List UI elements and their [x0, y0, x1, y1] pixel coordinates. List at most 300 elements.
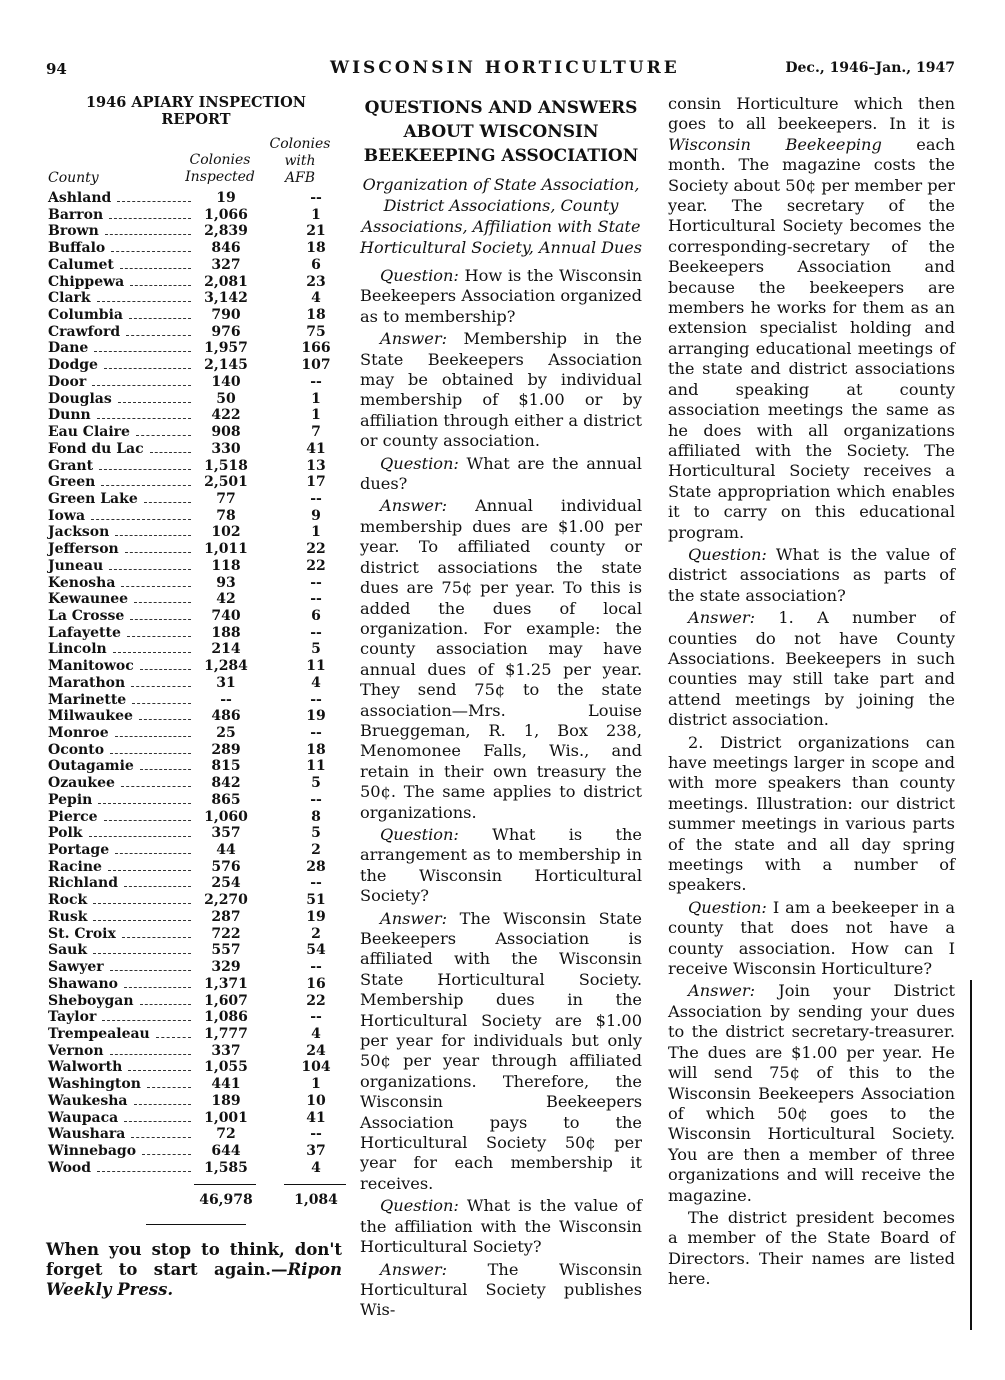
county-name: Waushara: [48, 1126, 126, 1143]
leader-dots: [139, 719, 191, 720]
table-row: [46, 424, 346, 441]
colonies-inspected: 1,284: [204, 658, 248, 675]
colonies-afb: 2: [311, 925, 321, 942]
colonies-inspected: 77: [216, 490, 236, 507]
table-row: [46, 290, 346, 307]
colonies-inspected: 1,585: [204, 1159, 248, 1176]
table-row: [46, 458, 346, 475]
colonies-inspected: --: [220, 691, 232, 708]
colonies-afb: 51: [306, 892, 326, 909]
leader-dots: [93, 953, 191, 954]
table-row: [46, 1143, 346, 1160]
colonies-afb: 11: [306, 758, 326, 775]
leader-dots: [124, 987, 191, 988]
table-row: [46, 1110, 346, 1127]
colonies-inspected: 1,055: [204, 1059, 248, 1076]
colonies-afb: --: [310, 624, 322, 641]
colonies-afb: --: [310, 725, 322, 741]
colonies-afb: 7: [311, 424, 321, 441]
header-afb: Colonies with AFB: [269, 136, 331, 186]
county-name: Pierce: [48, 808, 98, 825]
colonies-inspected: 78: [216, 507, 236, 524]
county-name: St. Croix: [48, 925, 116, 942]
county-name: Kenosha: [48, 574, 116, 591]
colonies-inspected: 102: [211, 524, 241, 541]
colonies-inspected: 1,957: [204, 340, 248, 357]
table-row: [46, 257, 346, 274]
table-row: [46, 742, 346, 759]
leader-dots: [131, 686, 191, 687]
leader-dots: [130, 285, 191, 286]
table-row: [46, 374, 346, 391]
county-name: Milwaukee: [48, 708, 133, 725]
leader-dots: [108, 870, 191, 871]
table-row: [46, 324, 346, 341]
table-row: [46, 775, 346, 792]
colonies-inspected: 576: [211, 858, 241, 875]
colonies-inspected: 44: [216, 842, 236, 859]
paragraph: 2. District organizations can have meetings larger in scope and with more speakers than county meetings. Illustration: our district summer meetings in various parts of the state and all day spring meetings with a number of speakers.: [668, 732, 955, 895]
county-name: Walworth: [48, 1059, 123, 1076]
colonies-afb: 6: [311, 256, 321, 273]
county-name: Iowa: [48, 507, 86, 524]
leader-dots: [109, 569, 191, 570]
paragraph: Question: What is the value of the affiliation with the Wisconsin Horticultural Society?: [360, 1196, 642, 1257]
paragraph: Answer: The Wisconsin Horticultural Society publishes Wis-: [360, 1259, 642, 1320]
colonies-inspected: 846: [211, 240, 241, 257]
paragraph: Question: How is the Wisconsin Beekeepers Association organized as to membership?: [360, 266, 642, 326]
colonies-inspected: 287: [211, 908, 241, 925]
colonies-afb: --: [310, 691, 322, 708]
table-row: [46, 474, 346, 491]
colonies-afb: 1: [311, 1076, 321, 1093]
colonies-afb: 75: [306, 323, 326, 340]
paragraph: Question: I am a beekeeper in a county that does not have a county association. How can I receive Wisconsin Horticulture?: [668, 897, 955, 979]
leader-dots: [97, 1171, 191, 1172]
colonies-inspected: 2,081: [204, 273, 248, 290]
leader-dots: [129, 318, 191, 319]
colonies-afb: 24: [306, 1042, 326, 1059]
filler-quote: When you stop to think, don't forget to start again.—Ripon Weekly Press.: [46, 1240, 342, 1299]
leader-dots: [126, 335, 191, 336]
table-row: [46, 909, 346, 926]
colonies-afb: 6: [311, 607, 321, 624]
table-row: [46, 675, 346, 692]
colonies-afb: 17: [306, 474, 326, 491]
leader-dots: [131, 1137, 191, 1138]
leader-dots: [121, 586, 191, 587]
colonies-inspected: 2,501: [204, 474, 248, 491]
leader-dots: [110, 753, 191, 754]
colonies-afb: 2: [311, 842, 321, 859]
table-row: [46, 391, 346, 408]
colonies-inspected: 1,066: [204, 206, 248, 223]
colonies-inspected: 842: [211, 775, 241, 792]
colonies-afb: 4: [311, 674, 321, 691]
county-name: Richland: [48, 875, 119, 892]
colonies-afb: --: [310, 490, 322, 507]
leader-dots: [98, 803, 191, 804]
colonies-afb: 28: [306, 858, 326, 875]
page-edge-line: [970, 980, 972, 1330]
colonies-afb: 5: [311, 641, 321, 658]
leader-dots: [124, 1121, 191, 1122]
county-name: Columbia: [48, 307, 123, 324]
county-name: Door: [48, 373, 87, 390]
paragraph: consin Horticulture which then goes to all beekeepers. In it is Wisconsin Beekeeping each month. The magazine costs the Society about 50¢ per member per year. The secretary of the Horticultural Society becomes the corresponding-secretary of the Beekeepers Association and because the beekeepers are members he works for them as an extension specialist holding and arranging educational meetings of the state and district associations and speaking at county association meetings the same as he does with all organizations affiliated with the Society. The Horticultural Society receives a State appropriation which enables it to carry on this educational program.: [668, 94, 956, 542]
county-name: Green: [48, 474, 96, 491]
leader-dots: [101, 485, 191, 486]
colonies-afb: 10: [306, 1092, 326, 1109]
table-row: [46, 1126, 346, 1143]
county-name: Buffalo: [48, 240, 106, 257]
colonies-inspected: 557: [211, 942, 241, 959]
county-name: Rock: [48, 892, 88, 909]
county-name: La Crosse: [48, 607, 125, 624]
table-row: [46, 792, 346, 809]
colonies-inspected: 42: [216, 591, 236, 608]
colonies-inspected: 1,001: [204, 1109, 248, 1126]
county-name: Portage: [48, 842, 110, 859]
colonies-afb: 19: [306, 708, 326, 725]
qa-list: [360, 266, 642, 1321]
table-row: [46, 340, 346, 357]
county-name: Monroe: [48, 725, 109, 741]
county-name: Polk: [48, 825, 83, 842]
colonies-inspected: 1,086: [204, 1009, 248, 1026]
table-row: [46, 1076, 346, 1093]
colonies-afb: 1: [311, 206, 321, 223]
county-name: Grant: [48, 457, 94, 474]
table-row: [46, 190, 346, 207]
colonies-afb: 22: [306, 992, 326, 1009]
table-row: [46, 625, 346, 642]
county-name: Chippewa: [48, 273, 125, 290]
leader-dots: [147, 1087, 191, 1088]
table-row: [46, 1043, 346, 1060]
leader-dots: [128, 1070, 191, 1071]
leader-dots: [109, 218, 191, 219]
county-name: Trempealeau: [48, 1025, 150, 1042]
leader-dots: [97, 301, 191, 302]
paragraph: Answer: Join your District Association by sending your dues to the district secretary-treasurer. The dues are $1.00 per year. He will send 75¢ of this to the Wisconsin Beekeepers Association of which 50¢ goes to the Wisconsin Horticultural Society. You are then a member of three organizations and will receive the magazine.: [668, 981, 955, 1205]
county-name: Clark: [48, 290, 91, 307]
leader-dots: [127, 636, 191, 637]
leader-dots: [140, 669, 191, 670]
colonies-inspected: 19: [216, 190, 236, 206]
colonies-afb: 5: [311, 775, 321, 792]
colonies-inspected: 976: [211, 323, 241, 340]
county-name: Jefferson: [48, 541, 119, 558]
table-row: [46, 524, 346, 541]
table-row: [46, 1059, 346, 1076]
county-name: Ozaukee: [48, 775, 115, 792]
colonies-afb: 11: [306, 658, 326, 675]
table-row: [46, 541, 346, 558]
county-name: Dodge: [48, 357, 98, 374]
leader-dots: [140, 769, 191, 770]
table-row: [46, 926, 346, 943]
leader-dots: [150, 452, 191, 453]
colonies-inspected: 327: [211, 256, 241, 273]
leader-dots: [104, 368, 191, 369]
colonies-afb: --: [310, 373, 322, 390]
total-afb: 1,084: [294, 1192, 338, 1209]
colonies-afb: 104: [301, 1059, 331, 1076]
leader-dots: [102, 1020, 191, 1021]
page-number: 94: [46, 60, 67, 78]
county-name: Fond du Lac: [48, 440, 144, 457]
leader-dots: [110, 1054, 191, 1055]
table-row: [46, 307, 346, 324]
leader-dots: [115, 535, 191, 536]
county-name: Calumet: [48, 256, 114, 273]
colonies-afb: --: [310, 1009, 322, 1026]
county-name: Winnebago: [48, 1142, 137, 1159]
colonies-afb: 18: [306, 240, 326, 257]
leader-dots: [93, 920, 191, 921]
county-name: Racine: [48, 858, 102, 875]
colonies-inspected: 2,839: [204, 223, 248, 240]
county-name: Green Lake: [48, 490, 138, 507]
county-name: Dane: [48, 340, 89, 357]
table-row: [46, 223, 346, 240]
county-name: Dunn: [48, 407, 91, 424]
county-name: Waukesha: [48, 1092, 128, 1109]
table-row: [46, 708, 346, 725]
county-name: Pepin: [48, 791, 93, 808]
colonies-inspected: 188: [211, 624, 241, 641]
colonies-inspected: 486: [211, 708, 241, 725]
leader-dots: [142, 1154, 191, 1155]
county-name: Lafayette: [48, 624, 121, 641]
county-name: Washington: [48, 1076, 141, 1093]
leader-dots: [130, 619, 191, 620]
county-name: Kewaunee: [48, 591, 129, 608]
county-name: Outagamie: [48, 758, 134, 775]
leader-dots: [118, 402, 191, 403]
colonies-inspected: 330: [211, 440, 241, 457]
county-name: Sheboygan: [48, 992, 134, 1009]
colonies-inspected: 289: [211, 741, 241, 758]
colonies-inspected: 865: [211, 791, 241, 808]
table-row: [46, 591, 346, 608]
colonies-inspected: 441: [211, 1076, 241, 1093]
leader-dots: [105, 234, 191, 235]
county-name: Brown: [48, 223, 99, 240]
county-name: Rusk: [48, 908, 88, 925]
county-name: Waupaca: [48, 1109, 119, 1126]
apiary-report: [46, 94, 346, 1210]
colonies-inspected: 329: [211, 959, 241, 976]
table-row: [46, 959, 346, 976]
colonies-afb: --: [310, 791, 322, 808]
county-name: Eau Claire: [48, 424, 130, 441]
county-name: Marinette: [48, 691, 127, 708]
colonies-inspected: 254: [211, 875, 241, 892]
colonies-afb: 1: [311, 407, 321, 424]
colonies-afb: --: [310, 959, 322, 976]
table-row: [46, 842, 346, 859]
colonies-inspected: 2,145: [204, 357, 248, 374]
colonies-inspected: 1,371: [204, 975, 248, 992]
colonies-afb: 18: [306, 307, 326, 324]
table-row: [46, 641, 346, 658]
table-row: [46, 1009, 346, 1026]
leader-dots: [132, 703, 191, 704]
county-name: Vernon: [48, 1042, 104, 1059]
table-row: [46, 993, 346, 1010]
county-name: Jackson: [48, 524, 110, 541]
colonies-inspected: 2,270: [204, 892, 248, 909]
separator-rule: [146, 1224, 246, 1225]
paragraph: Question: What is the value of district associations as parts of the state association?: [668, 544, 955, 605]
colonies-afb: 19: [306, 908, 326, 925]
colonies-inspected: 93: [216, 574, 236, 591]
colonies-afb: 41: [306, 440, 326, 457]
colonies-afb: 41: [306, 1109, 326, 1126]
colonies-afb: 1: [311, 524, 321, 541]
colonies-inspected: 118: [211, 557, 241, 574]
article-title: QUESTIONS AND ANSWERS ABOUT WISCONSIN BEEKEEPING ASSOCIATION: [363, 98, 639, 166]
colonies-afb: 22: [306, 557, 326, 574]
county-name: Lincoln: [48, 641, 107, 658]
colonies-afb: 18: [306, 741, 326, 758]
county-name: Taylor: [48, 1009, 97, 1026]
colonies-afb: --: [310, 574, 322, 591]
colonies-afb: --: [310, 1126, 322, 1143]
colonies-inspected: 740: [211, 607, 241, 624]
colonies-afb: 4: [311, 290, 321, 307]
table-row: [46, 441, 346, 458]
leader-dots: [99, 469, 191, 470]
table-row: [46, 976, 346, 993]
leader-dots: [117, 201, 191, 202]
leader-dots: [91, 519, 191, 520]
table-row: [46, 207, 346, 224]
colonies-afb: 5: [311, 825, 321, 842]
leader-dots: [94, 351, 191, 352]
table-body: [46, 190, 346, 1176]
county-name: Manitowoc: [48, 658, 134, 675]
county-name: Barron: [48, 206, 104, 223]
table-row: [46, 558, 346, 575]
colonies-inspected: 25: [216, 725, 236, 741]
header-county: County: [48, 170, 99, 186]
leader-dots: [156, 1037, 191, 1038]
table-row: [46, 942, 346, 959]
leader-dots: [115, 853, 191, 854]
leader-dots: [125, 552, 191, 553]
table-row: [46, 274, 346, 291]
colonies-inspected: 790: [211, 307, 241, 324]
leader-dots: [110, 970, 191, 971]
county-name: Marathon: [48, 674, 126, 691]
colonies-inspected: 140: [211, 373, 241, 390]
colonies-inspected: 357: [211, 825, 241, 842]
colonies-afb: 23: [306, 273, 326, 290]
table-row: [46, 859, 346, 876]
table-row: [46, 825, 346, 842]
colonies-afb: 37: [306, 1142, 326, 1159]
colonies-inspected: 1,518: [204, 457, 248, 474]
colonies-inspected: 1,011: [204, 541, 248, 558]
colonies-inspected: 908: [211, 424, 241, 441]
county-name: Juneau: [48, 557, 104, 574]
colonies-afb: 4: [311, 1025, 321, 1042]
table-row: [46, 1093, 346, 1110]
paragraph: Answer: The Wisconsin State Beekeepers Association is affiliated with the Wisconsin State Horticultural Society. Membership dues in the Horticultural Society are $1.00 per year for individuals but only 50¢ per year through affiliated organizations. Therefore, the Wisconsin Beekeepers Association pays to the Horticultural Society 50¢ per year for each membership it receives.: [360, 908, 642, 1193]
colonies-inspected: 214: [211, 641, 241, 658]
leader-dots: [92, 385, 191, 386]
colonies-inspected: 1,607: [204, 992, 248, 1009]
paragraph: Question: What is the arrangement as to membership in the Wisconsin Horticultural Society?: [360, 824, 642, 906]
paragraph: The district president becomes a member of the State Board of Directors. Their names are listed here.: [668, 1207, 955, 1289]
colonies-inspected: 644: [211, 1142, 241, 1159]
colonies-afb: 13: [306, 457, 326, 474]
leader-dots: [121, 786, 191, 787]
county-name: Wood: [48, 1159, 92, 1176]
table-totals: [46, 1184, 346, 1210]
colonies-afb: 4: [311, 1159, 321, 1176]
table-row: [46, 508, 346, 525]
table-row: [46, 357, 346, 374]
table-row: [46, 575, 346, 592]
colonies-afb: 21: [306, 223, 326, 240]
colonies-inspected: 50: [216, 390, 236, 407]
colonies-afb: 54: [306, 942, 326, 959]
issue-date: Dec., 1946–Jan., 1947: [785, 60, 955, 76]
leader-dots: [89, 836, 191, 837]
report-title: 1946 APIARY INSPECTION REPORT: [85, 94, 307, 128]
table-header: [46, 132, 346, 186]
leader-dots: [140, 1004, 191, 1005]
leader-dots: [111, 251, 191, 252]
table-row: [46, 240, 346, 257]
colonies-inspected: 31: [216, 674, 236, 691]
total-inspected: 46,978: [199, 1192, 253, 1209]
colonies-inspected: 722: [211, 925, 241, 942]
colonies-afb: 107: [301, 357, 331, 374]
header-inspected: Colonies Inspected: [185, 152, 255, 185]
colonies-afb: 8: [311, 808, 321, 825]
paragraph: Answer: Membership in the State Beekeepers Association may be obtained by individual membership of $1.00 or by affiliation through either a district or county association.: [360, 329, 642, 451]
leader-dots: [93, 903, 191, 904]
colonies-afb: --: [310, 875, 322, 892]
leader-dots: [120, 268, 191, 269]
county-name: Oconto: [48, 741, 105, 758]
table-row: [46, 892, 346, 909]
leader-dots: [97, 418, 191, 419]
county-name: Sawyer: [48, 959, 104, 976]
leader-dots: [122, 937, 191, 938]
table-row: [46, 875, 346, 892]
leader-dots: [134, 602, 191, 603]
paragraph: Answer: Annual individual membership dues are $1.00 per year. To affiliated county or district associations the state dues are 75¢ per year. To this is added the dues of local organization. For example: the county association may have annual dues of $1.25 per year. They send 75¢ to the state association—Mrs. Louise Brueggeman, R. 1, Box 238, Menomonee Falls, Wis., and retain in their own treasury the 50¢. The same applies to district organizations.: [360, 496, 642, 822]
table-row: [46, 692, 346, 709]
colonies-afb: 166: [301, 340, 331, 357]
colonies-afb: 1: [311, 390, 321, 407]
colonies-inspected: 422: [211, 407, 241, 424]
leader-dots: [134, 1104, 191, 1105]
leader-dots: [124, 886, 191, 887]
table-row: [46, 608, 346, 625]
colonies-afb: --: [310, 190, 322, 206]
article-subtitle: Organization of State Association, District Associations, County Associations, Affiliation with State Horticultural Society, Annual Dues: [360, 175, 642, 257]
colonies-afb: --: [310, 591, 322, 608]
county-name: Crawford: [48, 323, 121, 340]
colonies-afb: 16: [306, 975, 326, 992]
